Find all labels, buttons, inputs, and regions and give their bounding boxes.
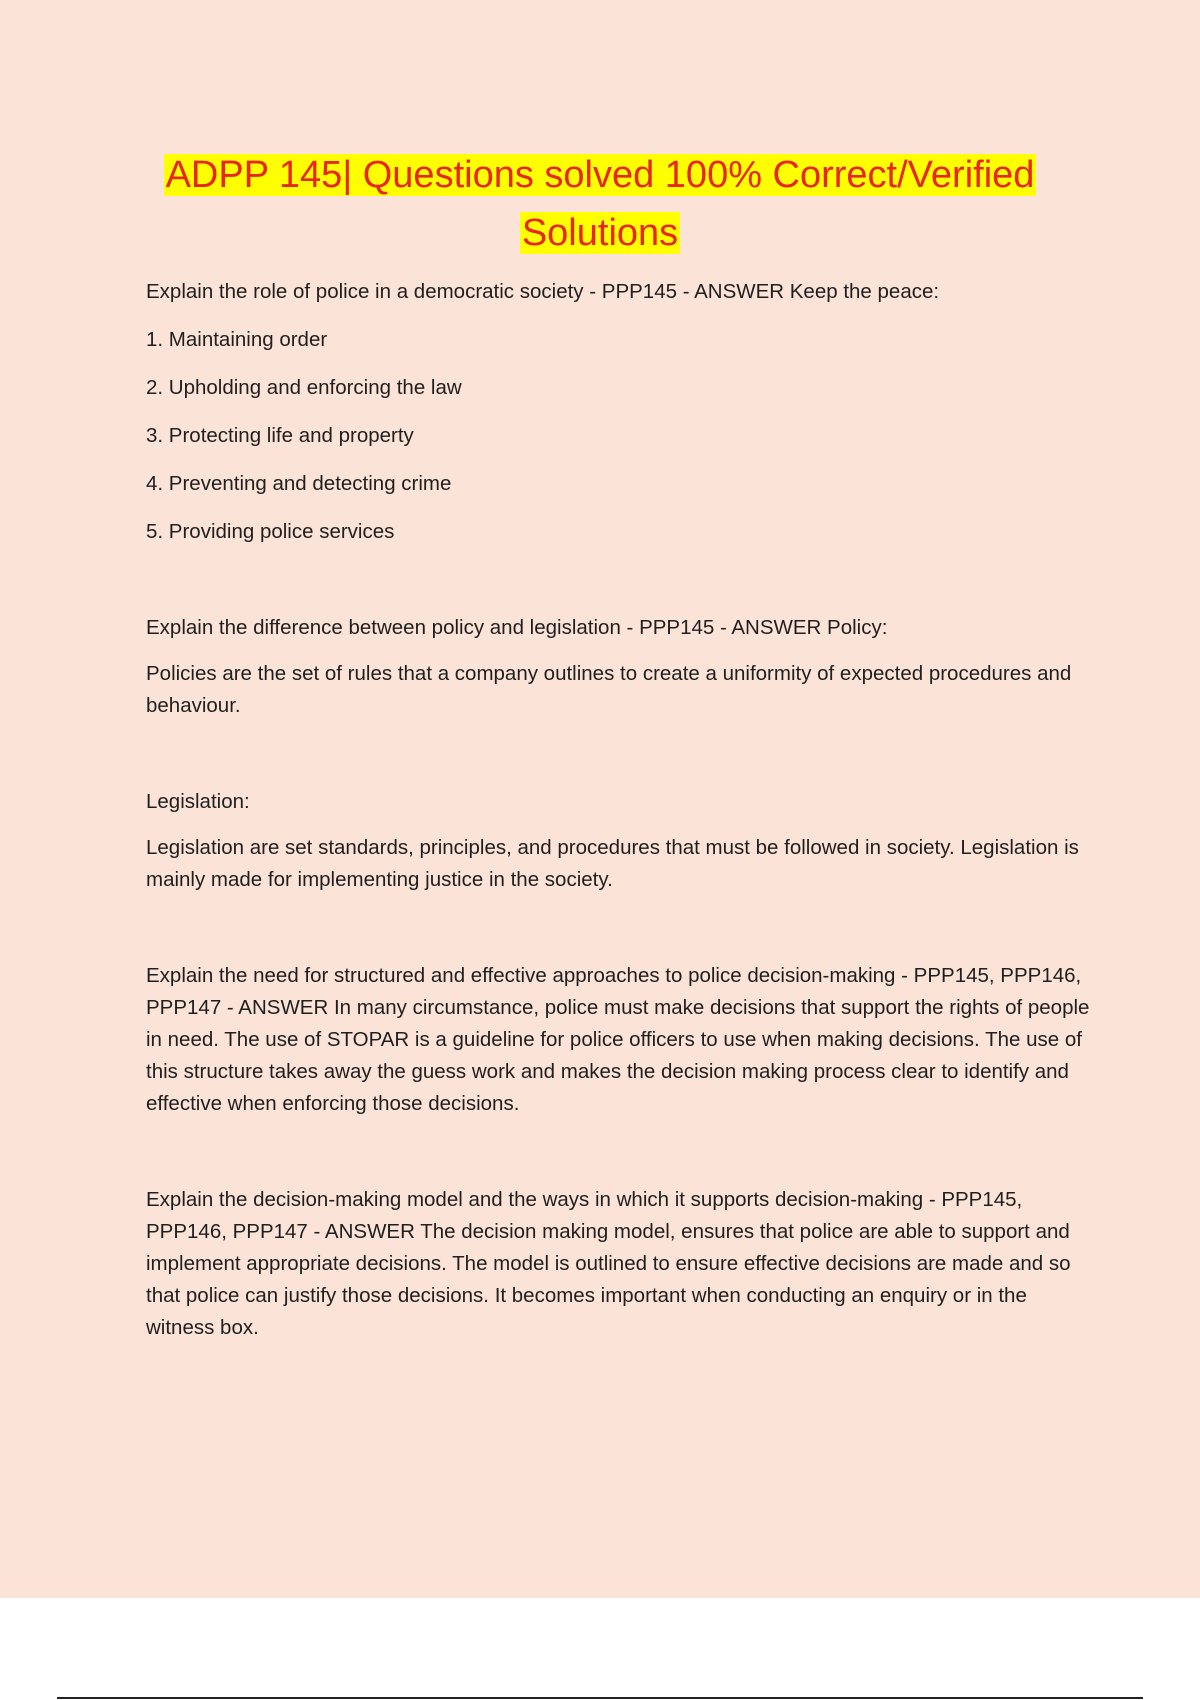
question-3: Explain the need for structured and effective approaches to police decision-making - PPP145, PPP146, PPP147 - ANSWER In many circumstance, police must make decisions that support the rights of people in need. The use of STOPAR is a guideline for police officers to use when making decisions. The use of this structure takes away the guess work and makes the decision making process clear to identify and effective when enforcing those decisions. [146,964,1090,1115]
page-divider [57,1697,1143,1699]
question-1: Explain the role of police in a democratic society - PPP145 - ANSWER Keep the peace: [146,280,940,303]
list-item: 4. Preventing and detecting crime [146,472,452,495]
question-4: Explain the decision-making model and the ways in which it supports decision-making - PPP145, PPP146, PPP147 - ANSWER The decision making model, ensures that police are able to support and implement appropriate decisions. The model is outlined to ensure effective decisions are made and so that police can justify those decisions. It becomes important when conducting an enquiry or in the witness box. [146,1188,1071,1339]
list-item: 3. Protecting life and property [146,424,414,447]
list-item: 1. Maintaining order [146,328,328,351]
legislation-answer: Legislation are set standards, principles, and procedures that must be followed in society. Legislation is mainly made for implementing justice in the society. [146,836,1079,891]
question-2: Explain the difference between policy and legislation - PPP145 - ANSWER Policy: [146,616,888,639]
document-body [146,276,1096,1344]
list-item: 2. Upholding and enforcing the law [146,376,462,399]
legislation-label: Legislation: [146,790,250,813]
title-line-2: Solutions [521,212,679,254]
list-item: 5. Providing police services [146,520,395,543]
title-line-1: ADPP 145| Questions solved 100% Correct/Verified [165,154,1035,196]
document-title [0,146,1200,262]
policy-answer: Policies are the set of rules that a company outlines to create a uniformity of expected procedures and behaviour. [146,662,1072,717]
